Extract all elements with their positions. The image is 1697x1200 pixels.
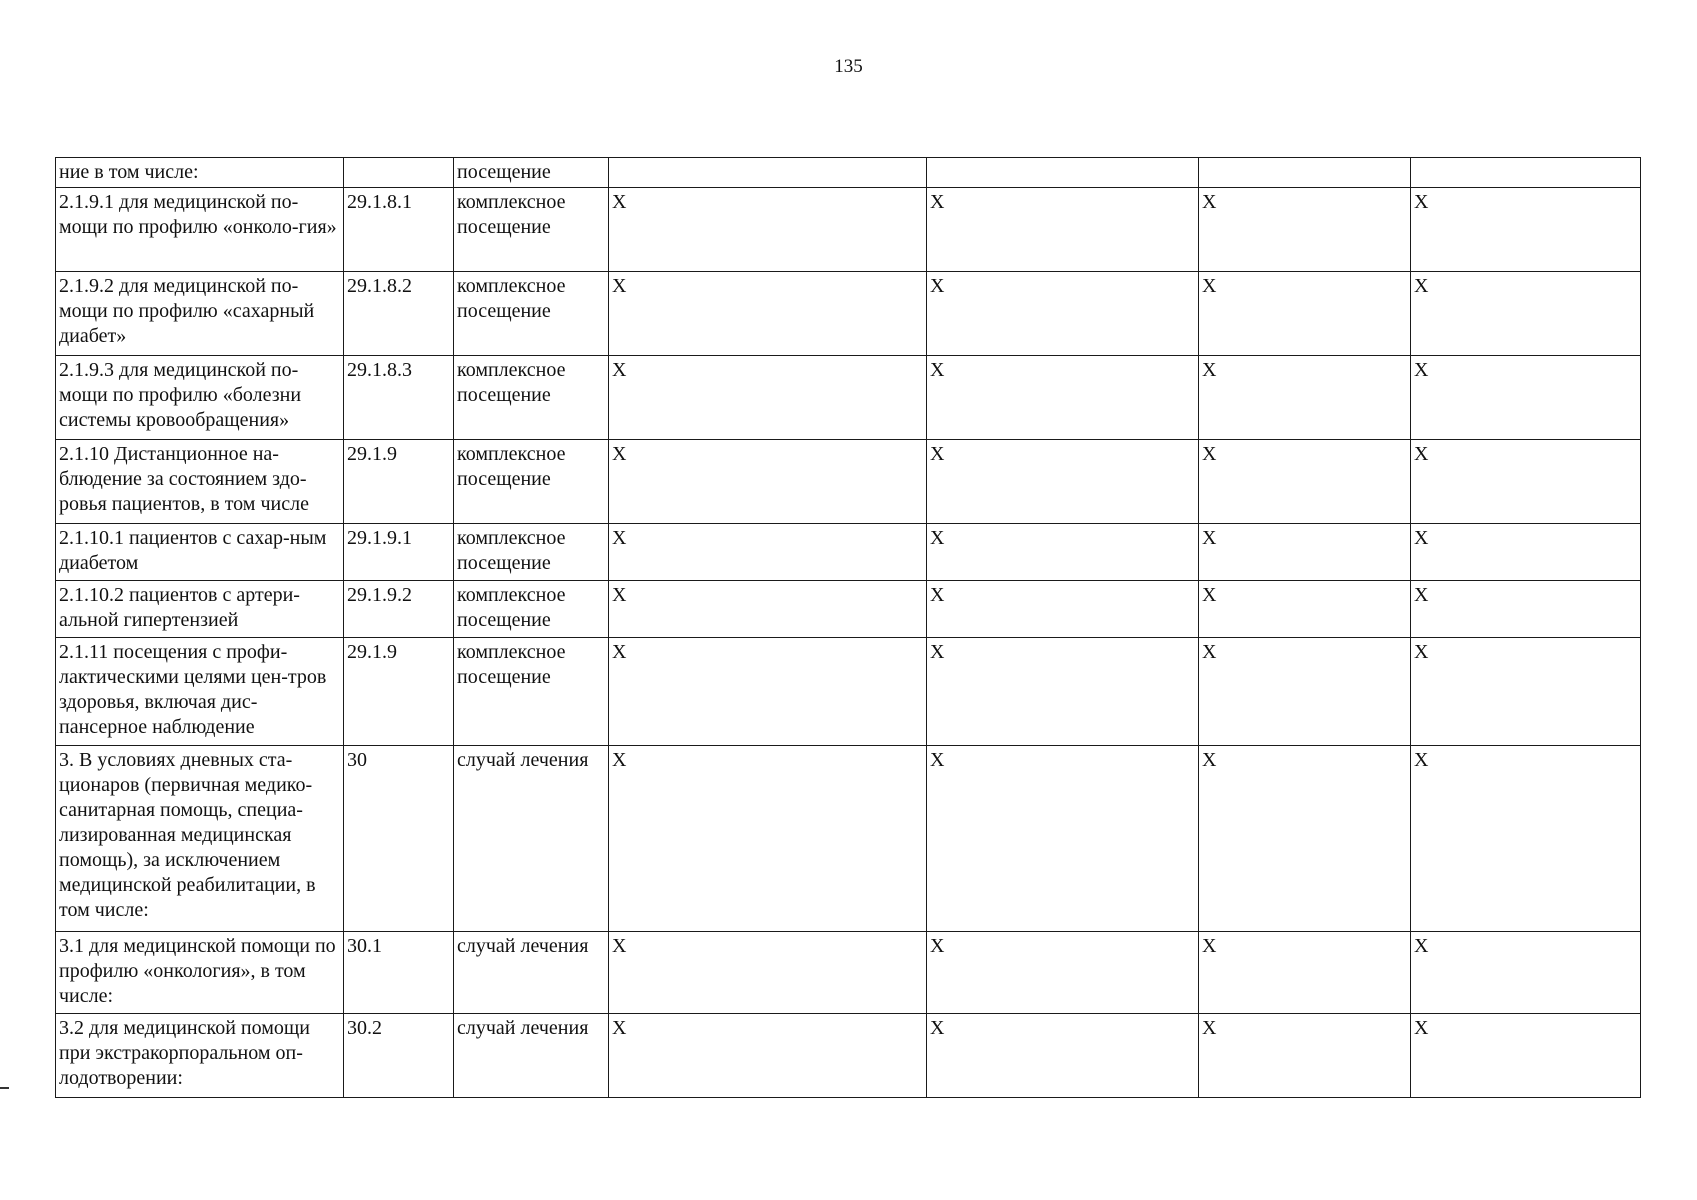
value-cell: X [1199,440,1411,524]
value-cell: X [1199,272,1411,356]
value-cell: X [609,746,927,932]
value-cell: X [927,638,1199,746]
value-cell: X [609,932,927,1014]
row-name-cell: 2.1.10 Дистанционное на-блюдение за состоянием здо-ровья пациентов, в том числе [56,440,344,524]
table-row [56,188,1641,272]
value-cell: X [1411,746,1641,932]
row-name-cell: 2.1.9.2 для медицинской по-мощи по профилю «сахарный диабет» [56,272,344,356]
table-row [56,272,1641,356]
value-cell: X [609,524,927,581]
value-cell: X [927,524,1199,581]
value-cell: X [927,932,1199,1014]
table-row [56,1014,1641,1098]
row-name-cell: 2.1.9.3 для медицинской по-мощи по профилю «болезни системы кровообращения» [56,356,344,440]
row-code-cell: 30 [344,746,454,932]
row-code-cell: 29.1.9 [344,638,454,746]
value-cell: X [1199,581,1411,638]
value-cell: X [1411,272,1641,356]
value-cell: X [609,188,927,272]
table-row [56,524,1641,581]
value-cell: X [609,638,927,746]
value-cell: X [927,746,1199,932]
row-code-cell: 30.1 [344,932,454,1014]
table-row [56,638,1641,746]
value-cell: X [927,581,1199,638]
row-name-cell: 3. В условиях дневных ста-ционаров (первичная медико-санитарная помощь, специа-лизированная медицинская помощь), за исключением медицинской реабилитации, в том числе: [56,746,344,932]
value-cell: X [609,356,927,440]
value-cell: X [927,440,1199,524]
row-code-cell: 29.1.8.2 [344,272,454,356]
value-cell: X [609,581,927,638]
row-code-cell: 29.1.8.3 [344,356,454,440]
row-unit-cell: комплексное посещение [454,440,609,524]
table-row [56,356,1641,440]
table-row [56,581,1641,638]
value-cell: X [1411,638,1641,746]
value-cell: X [1411,581,1641,638]
row-code-cell: 29.1.9.2 [344,581,454,638]
row-code-cell [344,158,454,188]
row-name-cell: 3.1 для медицинской помощи по профилю «онкология», в том числе: [56,932,344,1014]
value-cell: X [1199,638,1411,746]
row-unit-cell: комплексное посещение [454,356,609,440]
value-cell: X [927,356,1199,440]
value-cell: X [609,1014,927,1098]
row-unit-cell: комплексное посещение [454,581,609,638]
value-cell: X [1411,1014,1641,1098]
page-number: 135 [834,56,863,77]
row-unit-cell: посещение [454,158,609,188]
row-name-cell: 2.1.9.1 для медицинской по-мощи по профилю «онколо-гия» [56,188,344,272]
row-name-cell: 2.1.10.2 пациентов с артери-альной гипертензией [56,581,344,638]
table-row [56,932,1641,1014]
value-cell: X [1199,356,1411,440]
value-cell: X [609,440,927,524]
row-unit-cell: комплексное посещение [454,188,609,272]
value-cell [609,158,927,188]
row-unit-cell: комплексное посещение [454,272,609,356]
table-row [56,440,1641,524]
row-unit-cell: комплексное посещение [454,524,609,581]
value-cell: X [1199,524,1411,581]
value-cell [1411,158,1641,188]
row-unit-cell: случай лечения [454,932,609,1014]
value-cell: X [609,272,927,356]
value-cell: X [927,272,1199,356]
value-cell: X [1411,932,1641,1014]
margin-mark [0,1087,9,1089]
row-code-cell: 29.1.8.1 [344,188,454,272]
value-cell: X [1411,524,1641,581]
row-unit-cell: случай лечения [454,1014,609,1098]
row-unit-cell: случай лечения [454,746,609,932]
value-cell: X [1199,746,1411,932]
value-cell: X [1411,356,1641,440]
value-cell: X [1199,188,1411,272]
row-name-cell: 2.1.11 посещения с профи-лактическими целями цен-тров здоровья, включая дис-пансерное наблюдение [56,638,344,746]
row-name-cell: 3.2 для медицинской помощи при экстракорпоральном оп-лодотворении: [56,1014,344,1098]
table-row [56,158,1641,188]
table-row [56,746,1641,932]
value-cell: X [1411,440,1641,524]
row-unit-cell: комплексное посещение [454,638,609,746]
value-cell: X [1199,1014,1411,1098]
row-name-cell: 2.1.10.1 пациентов с сахар-ным диабетом [56,524,344,581]
value-cell: X [927,1014,1199,1098]
value-cell: X [1199,932,1411,1014]
row-code-cell: 29.1.9 [344,440,454,524]
row-code-cell: 29.1.9.1 [344,524,454,581]
value-cell [927,158,1199,188]
data-table [55,157,1641,1098]
value-cell: X [1411,188,1641,272]
value-cell: X [927,188,1199,272]
row-name-cell: ние в том числе: [56,158,344,188]
table-body [56,158,1641,1098]
value-cell [1199,158,1411,188]
row-code-cell: 30.2 [344,1014,454,1098]
